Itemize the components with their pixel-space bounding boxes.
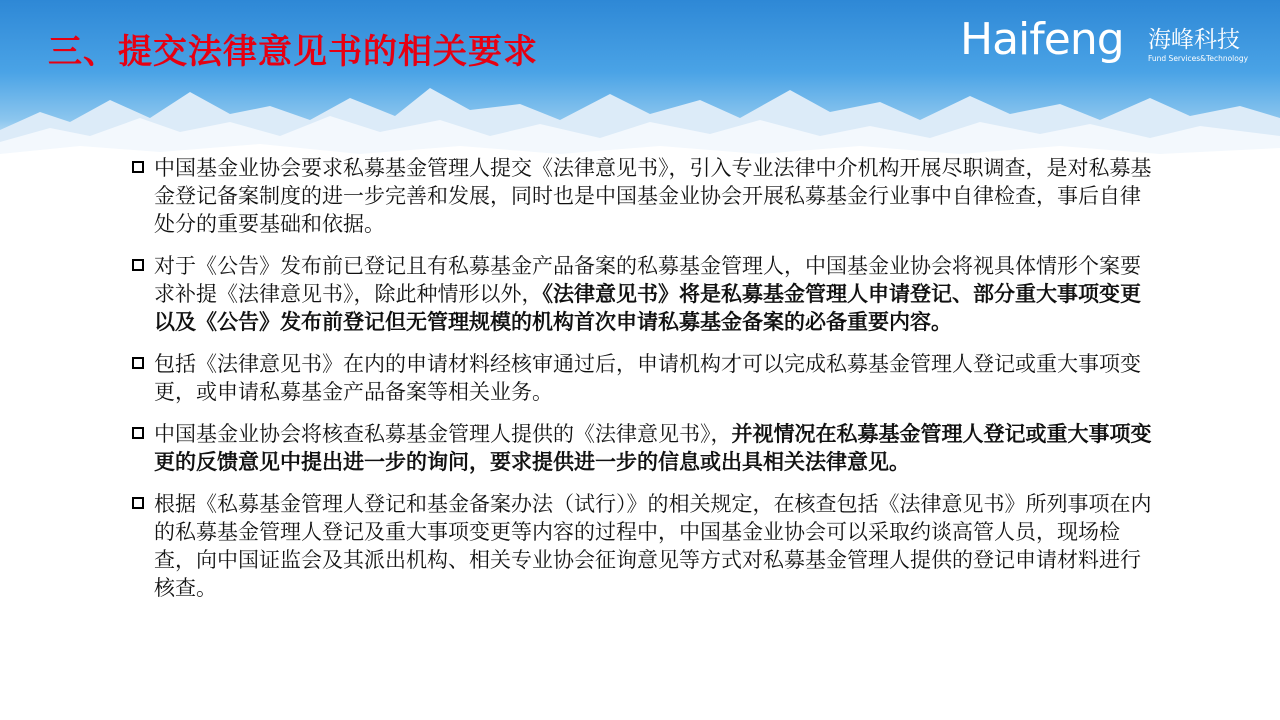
bullet-text: 包括《法律意见书》在内的申请材料经核审通过后，申请机构才可以完成私募基金管理人登记或重大事项变更，或申请私募基金产品备案等相关业务。 (154, 352, 1141, 404)
logo-wordmark: Haifeng (960, 14, 1124, 65)
bullet-item-2 (132, 252, 1152, 336)
logo-tagline: Fund Services&Technology (1148, 54, 1249, 63)
square-bullet-icon (132, 427, 144, 439)
bullet-item-1 (132, 154, 1152, 238)
square-bullet-icon (132, 259, 144, 271)
slide-title: 三、提交法律意见书的相关要求 (48, 32, 538, 72)
logo-chinese-name: 海峰科技 (1148, 27, 1240, 53)
square-bullet-icon (132, 161, 144, 173)
bullet-list (132, 154, 1152, 616)
bullet-item-3 (132, 350, 1152, 406)
bullet-bold-text: 《法律意见书》将是私募基金管理人申请登记、部分重大事项变更以及《公告》发布前登记但无管理规模的机构首次申请私募基金备案的必备重要内容。 (154, 281, 1141, 334)
bullet-text: 中国基金业协会要求私募基金管理人提交《法律意见书》，引入专业法律中介机构开展尽职调查，是对私募基金登记备案制度的进一步完善和发展，同时也是中国基金业协会开展私募基金行业事中自律检查，事后自律处分的重要基础和依据。 (154, 156, 1152, 236)
bullet-text: 中国基金业协会将核查私募基金管理人提供的《法律意见书》， (154, 422, 732, 446)
bullet-text: 根据《私募基金管理人登记和基金备案办法（试行）》的相关规定，在核查包括《法律意见书》所列事项在内的私募基金管理人登记及重大事项变更等内容的过程中，中国基金业协会可以采取约谈高管人员，现场检查，向中国证监会及其派出机构、相关专业协会征询意见等方式对私募基金管理人提供的登记申请材料进行核查。 (154, 492, 1152, 600)
square-bullet-icon (132, 497, 144, 509)
snow-mountains-background (0, 70, 1280, 160)
bullet-bold-text: 并视情况在私募基金管理人登记或重大事项变更的反馈意见中提出进一步的询问，要求提供进一步的信息或出具相关法律意见。 (154, 421, 1152, 474)
bullet-item-5 (132, 490, 1152, 602)
haifeng-logo (960, 14, 1260, 70)
bullet-text: 对于《公告》发布前已登记且有私募基金产品备案的私募基金管理人，中国基金业协会将视具体情形个案要求补提《法律意见书》，除此种情形以外， (154, 254, 1141, 306)
bullet-item-4 (132, 420, 1152, 476)
square-bullet-icon (132, 357, 144, 369)
